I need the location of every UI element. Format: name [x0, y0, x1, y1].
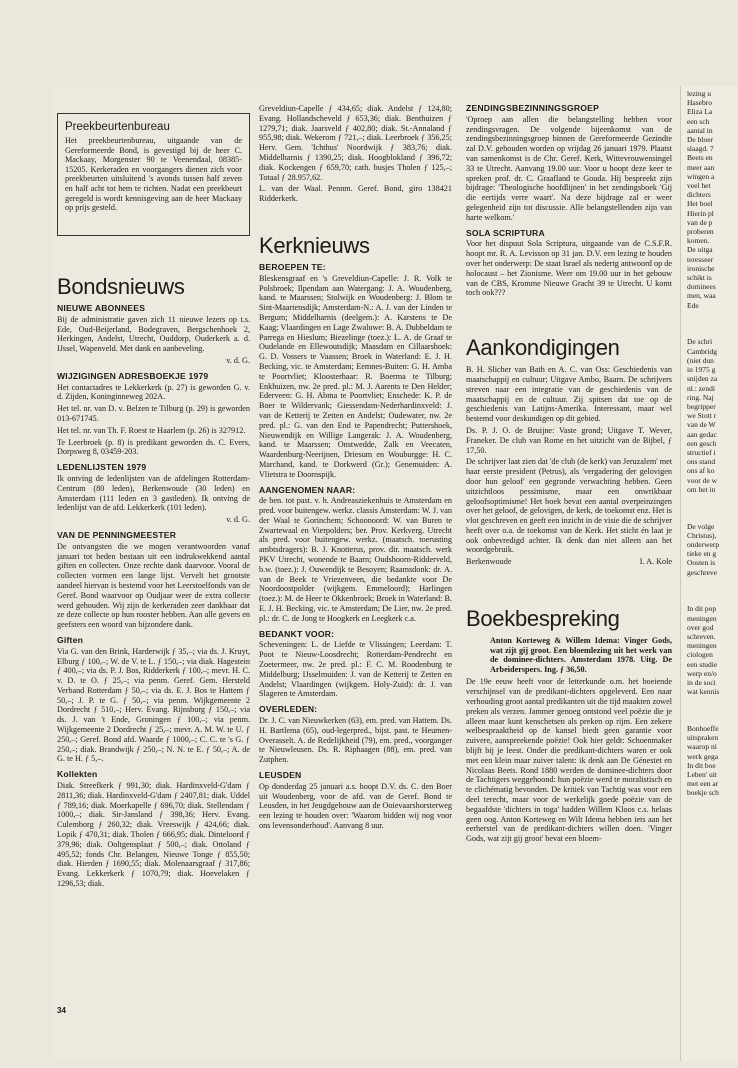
- edge-line: [687, 577, 738, 586]
- edge-line: structief i: [687, 447, 716, 457]
- edge-line: komen.: [687, 236, 710, 246]
- edge-line: proberen: [687, 227, 714, 237]
- edge-line: Leben' uit: [687, 770, 717, 780]
- text-wijzigingen-1: Het contactadres te Lekkerkerk (p. 27) is geworden G. v. d. Zijden, Koninginneweg 202A.: [57, 382, 250, 402]
- edge-line: [687, 328, 738, 337]
- edge-line: [687, 503, 738, 512]
- page-number: 34: [57, 1006, 66, 1015]
- edge-line: aan gedac: [687, 429, 717, 439]
- edge-line: uitspraken: [687, 733, 719, 743]
- edge-line: Eliza La: [687, 107, 713, 117]
- text-wijzigingen-2: Het tel. nr. van D. v. Belzen te Tilburg (p. 29) is geworden 013-671745.: [57, 404, 250, 423]
- edge-line: [687, 715, 738, 724]
- heading-leusden: LEUSDEN: [259, 770, 302, 781]
- text-penningmeester-signature: L. van der Waal. Pennm. Geref. Bond, giro 138421 Ridderkerk.: [259, 184, 452, 204]
- aankondiging-footer: [466, 557, 672, 567]
- edge-line: De uitga: [687, 245, 713, 255]
- text-wijzigingen-3: Het tel. nr. van Th. F. Roest te Haarlem (p. 26) is 327912.: [57, 425, 246, 435]
- edge-line: Hierin pl: [687, 208, 714, 218]
- edge-line: begripper: [687, 401, 716, 411]
- text-aankondiging-3: De schrijver laat zien dat 'de club (de kerk) van Jeruzalem' met haar eerste president (Petrus), als 'vergadering der gelovigen door hun geloof' een gegronde verwachting hebben. Geen uitzichtloos pessimisme, maar een onwrikbaar geloofsoptimisme! Het boek bevat een aantal overpeinzingen over het geloof, de gelovigen, de kerk, de toekomst enz. Het is vlot geschreven en geeft een inzicht in de visie die de schrijver heeft over o.a. de toekomst van de Kerk. Het sticht én laat je ook onbevredigd achter. Ik denk dan niet alleen aan het woordgebruik.: [466, 457, 672, 555]
- preekbeurtenbureau-box: [57, 113, 250, 236]
- edge-line: Ede: [687, 300, 699, 310]
- edge-line: In dit pop: [687, 604, 717, 614]
- adjacent-page-edge: [680, 86, 738, 1061]
- column-right: [466, 104, 672, 846]
- edge-line: Oosten is: [687, 558, 716, 568]
- text-aankondiging-2: Ds. P. J. O. de Bruijne: Vaste grond; Uitgave T. Wever, Franeker. De club van Rome en het uitzicht van de Bijbel, ƒ 17,50.: [466, 425, 672, 455]
- heading-sola-scriptura: SOLA SCRIPTURA: [466, 227, 545, 238]
- edge-line: boekje sch: [687, 788, 719, 798]
- edge-line: in de soci: [687, 678, 716, 687]
- heading-giften: Giften: [57, 634, 84, 645]
- edge-line: we Stott r: [687, 411, 717, 421]
- edge-line: Beets en: [687, 153, 713, 163]
- text-zendingsbezinningsgroep: 'Oproep aan allen die belangstelling hebben voor zendingsvragen. De volgende bijeenkomst van de zendingsbezinningsgroep binnen de Gereformeerde Gezindte zal D.V. gehouden worden op vrijdag 26 januari 1979. Plaatst van samenkomst is de Chr. Geref. Kerk, Wittevrouwensingel 33 te Utrecht. Aanvang 19.00 uur. Voor u hoopt deze keer te spreken prof. dr. C. Graafland te Gouda. Hij bespreekt zijn bijdrage: 'Theologische hoofdlijnen' in het zendingsboek 'Gij die eertijds verre waart'. Na deze bijdrage zal er weer gelegenheid zijn tot discussie. Alle belangstellenden zijn van harte welkom.': [466, 114, 672, 222]
- column-bondsnieuws: [57, 275, 250, 891]
- edge-line: [687, 586, 738, 595]
- text-overleden: Dr. J. C. van Nieuwkerken (63), em. pred. van Hattem. Ds. H. Bartlema (65), oud-legerpred., bijst. past. te Heumen-Overasselt. A. de Redelijkheid (79), em. pred., voorganger te Nieuwleusen. Ds. R. Riphaagen (88), em. pred. van Zutphen.: [259, 716, 452, 765]
- edge-line: snijden za: [687, 374, 718, 384]
- edge-line: [687, 319, 738, 328]
- edge-line: ciologen: [687, 650, 713, 660]
- heading-ledenlijsten: LEDENLIJSTEN 1979: [57, 462, 147, 473]
- edge-line: ons stand: [687, 457, 716, 467]
- place-name: Berkenwoude: [466, 557, 512, 567]
- edge-line: schikt is: [687, 273, 712, 283]
- heading-overleden: OVERLEDEN:: [259, 704, 318, 715]
- edge-line: meer aan: [687, 162, 715, 172]
- edge-line: over god: [687, 622, 714, 632]
- book-reference: Anton Korteweg & Willem Idema: Vinger Gods, wat zijt gij groot. Een bloemlezing uit het werk van de dominee-dichters. Amsterdam 1978. Uitg. De Arbeiderspers. Ing. ƒ 36,50.: [490, 636, 672, 674]
- edge-line: [687, 310, 738, 319]
- text-giften: Via G. van den Brink, Harderwijk ƒ 35,–; via ds. J. Kruyt, Elburg ƒ 100,–; W. de V. te L. ƒ 150,–; via diak. Hagestein ƒ 400,–; via ds. P. J. Bos, Ridderkerk ƒ 100,–; mevr. H. C. v. D. te O. ƒ 25,–; via penm. Geref. Gem. Hersteld Verband Rotterdam ƒ 50,–; via ds. E. J. Bos te Hattem ƒ 50,–; J. P. te G. ƒ 50,–; via penm. Wijkgemeente 2 Dordrecht ƒ 510,–; Herv. Evang. Rijnsburg ƒ 150,–; via ds. J. van 't Ende, Groningen ƒ 100,–; via penm. Wijkgemeente 2 Dordrecht ƒ 25,–; mevr. A. M. W. te U. ƒ 250,–; Geref. Bond afd. Waarde ƒ 1000,–; C. C. te 's G. ƒ 250,–; diak. Brandwijk ƒ 250,–; N. N. te E. ƒ 50,–; A. de G. te H. ƒ 5,–.: [57, 646, 250, 764]
- section-title-bondsnieuws: Bondsnieuws: [57, 274, 185, 299]
- text-aankondiging-1: B. H. Slicher van Bath en A. C. van Oss: Geschiedenis van maatschappij en cultuur; Uitgave Ambo, Baarn. De schrijvers streven naar een integratie van de geschiedenis van de maatschappij en de cultuur. Zij spitsen dat toe op de geschiedenis van Latijns-Amerika. Interessant, maar wel bestemd voor deskundigen op dit gebied.: [466, 365, 672, 424]
- edge-line: In dit boe: [687, 760, 716, 770]
- edge-line: nl.: zendi: [687, 383, 715, 393]
- edge-line: De schri: [687, 337, 713, 347]
- section-title-boekbespreking: Boekbespreking: [466, 606, 620, 632]
- edge-line: meningen: [687, 641, 717, 651]
- edge-line: werk gega: [687, 751, 719, 761]
- edge-line: geschreve: [687, 567, 717, 577]
- edge-line: meningen: [687, 613, 717, 623]
- text-sola-scriptura: Voor het dispuut Sola Scriptura, uitgaande van de C.S.F.R. hoopt mr. R. A. Levisson op 31 jan. D.V. een lezing te houden over het onderwerp: De staat Israel als nedertg antwoord op de holocaust – het Zionisme. Weer om 19.00 uur in het gebouw van de CBS, Kromme Nieuwe Gracht 39 te Utrecht. U komt toch ook???: [466, 239, 672, 298]
- signature: v. d. G.: [226, 355, 250, 365]
- text-aangenomen: de ben. tot past. v. h. Andreasziekenhuis te Amsterdam en pred. voor buitengew. werkz. classis Amsterdam: W. J. van der Waal te Gorinchem; Schoonoord: W. van Buren te Zwartewaal en Vierpolders; ber. Prov. Kerkverg. Utrecht als pred. voor buitengew. werkz. (maatsch. toerusting ambtsdragers): B. J. Knotterus, prov. dir. maatsch. werk PKV Utrecht, wonende te Baarn; Oudshoorn-Ridderveld, b.w. (toez.): J. Ouwendijk te Besoyen; Raamsdonk: dr. A. van de Beek te Vriezenveen, die bedankte voor De Noordoostpolder (wijkgem. Emmeloord); Harlingen (toez.): M. de Heer te Okkenbroek; Broek in Waterland: B. E. J. H. Becking, vic. te Amsterdam; De Lier, nw. 2e pred. pl.: dr. C. de Jong te Hoogkerk en Leegkerk c.a.: [259, 496, 452, 623]
- box-text: Het preekbeurtenbureau, uitgaande van de Gereformeerde Bond, is gevestigd bij de heer C. Mackaay, Morgenster 90 te Veenendaal, 08385-15205. Kerkeraden en voorgangers dienen zich voor preekbeurten uitsluitend 's avonds tussen half zeven en half acht tot hem te richten. Nadat een preekbeurt geregeld is wordt kennisgeving aan de heer Mackaay op prijs gesteld.: [65, 136, 242, 213]
- edge-line: werp en/o: [687, 668, 717, 678]
- edge-line: om het in: [687, 484, 716, 494]
- edge-line: De bloer: [687, 135, 714, 145]
- heading-penningmeester: VAN DE PENNINGMEESTER: [57, 529, 177, 540]
- edge-line: Cambridg: [687, 346, 717, 356]
- edge-line: met een ar: [687, 779, 719, 789]
- edge-line: tieke en g: [687, 549, 717, 559]
- heading-kollekten: Kollekten: [57, 769, 98, 780]
- box-title: Preekbeurtenbureau: [65, 121, 170, 133]
- text-penningmeester: De ontvangsten die we mogen verantwoorden vanaf januari tot heden bestaan uit een indrukwekkend aantal giften en collecten. Onze rechte dank daarvoor. Vooral de collecten vormen een lange lijst. Vervelt het grootste aandeel hiervan is bestemd voor het Leerstoelfonds van de Geref. Bond waarvoor op Oudjaar weer de extra collecte werd gehouden. Wij zijn de kerkeraden zeer dankbaar dat ze deze collecte op hun rooster hebben. Aan alle gevers en geefsters een woord van bijzondere dank.: [57, 541, 250, 630]
- heading-aangenomen: AANGENOMEN NAAR:: [259, 484, 356, 495]
- edge-line: van de W: [687, 420, 716, 430]
- edge-line: [687, 494, 738, 503]
- text-beroepen: Bleskensgraaf en 's Greveldiun-Capelle: J. R. Volk te Polsbroek; Ilpendam aan Watergang: J. A. Woudenberg, kand. te Maarssen; Stolwijk en Woudenberg: J. Blom te Sint-Maartensdijk; Amsterdam-N.: A. J. van der Linden te Bergum; Middelharnis (deelgem.): A. Karstens te De Kaag; Vlaardingen en Lage Zwaluwe: B. A. Dubbeldam te Parrega en Hieslum; Biezelinge (toez.): L. A. de Graaf te Oudelande en Ellewoutsdijk; Maasdam en Cillaarshoek: G. D. Vossers te Vaassen; Broek in Waterland: E. J. H. Becking, vic. te Amsterdam; Eemnes-Buiten: G. H. Amba te Poortvliet; Kloosterhaar: R. Boerma te Tilburg; Enkhuizen, nw. 2e pred. pl.: M. J. Aarents te Den Helder; Ederveen: G. H. Abma te Poortvliet; Enschede: K. P. de Boer te Wildervank; Giessendam-Nederhardinxveld: J. van de Ketterij te Zetten en Andelst; Oudewater, nw. 2e pred. pl.: G. van den End te Papendrecht; Puttershoek, Nieuwendijk en Willige Langerak: J. A. Woudenberg, kand. te Maarssen; Onstwedde, Zalk en Veecaten, Waardenburg-Neerijnen, Driesum en Wouburgge: H. C. Marchand, kand. te Dorkwerd (Gr.); Genemuiden: A. Vlietstra te Doornspijk.: [259, 273, 452, 479]
- edge-line: onderwerp: [687, 539, 720, 549]
- edge-line: ons af ko: [687, 466, 715, 476]
- heading-wijzigingen: WIJZIGINGEN ADRESBOEKJE 1979: [57, 370, 209, 381]
- text-nieuwe-abonnees: Bij de administratie gaven zich 11 nieuwe lezers op t.s. Ede, Oud-Beijerland, Bodegraven, Bergschenhoek 2, Herkingen, Andelst, Utrecht, Ouddorp, Ouderkerk a. d. IJssel, Wapenveld. Met dank en aanbeveling.: [57, 314, 250, 354]
- edge-line: [687, 696, 738, 705]
- edge-line: dichters: [687, 190, 711, 200]
- edge-line: lezing u: [687, 89, 711, 98]
- edge-line: Hasebro: [687, 98, 712, 108]
- signature: v. d. G.: [226, 515, 250, 525]
- section-title-kerknieuws: Kerknieuws: [259, 232, 370, 258]
- heading-bedankt: BEDANKT VOOR:: [259, 628, 335, 639]
- text-kollekten-continued: Greveldiun-Capelle ƒ 434,65; diak. Andelst ƒ 124,80; Evang. Hollandscheveld ƒ 653,36; diak. Benthuizen ƒ 1279,71; diak. Jaarsveld ƒ 402,80; diak. St.-Annaland ƒ 955,98; diak. Wekerom ƒ 721,–; diak. Leerbroek ƒ 356,25; Herv. Gem. 'Ichthus' Noordwijk ƒ 383,76; diak. Middelharnis ƒ 1390,25; diak. Hoogblokland ƒ 396,72; diak. Kockengen ƒ 659,70; cath. busjes Tholen ƒ 125,–; Totaal ƒ 28.957,62.: [259, 104, 452, 182]
- edge-line: schreven.: [687, 631, 716, 641]
- text-ledenlijsten: Ik ontving de ledenlijsten van de afdelingen Rotterdam-Centrum (80 leden), Berkenwoude (30 leden) en Amsterdam (111 leden en 3 gastleden). Ik ontving de ledenlijst van de afd. Lekkerkerk (101 leden).: [57, 473, 250, 513]
- heading-nieuwe-abonnees: NIEUWE ABONNEES: [57, 303, 146, 313]
- text-bedankt: Scheveningen: L. de Liefde te Vlissingen; Leerdam: T. Poot te Nieuw-Loosdrecht; Rotterdam-Pendrecht en Zoetermeer, nw. 2e pred. pl.: F. C. M. Roodenburg te Middelburg; IJsselmuiden: J. van de Ketterij te Zetten en Andelst; Vlaardingen (wijkgem. Holy-Zuid): dr. J. van Slageren te Amsterdam.: [259, 640, 452, 699]
- text-leusden: Op donderdag 25 januari a.s. hoopt D.V. ds. C. den Boer uit Woudenberg, voor de afd. van de Geref. Bond te Leusden, in het Jeugdgebouw aan de Ooievaarshorsterweg een lezing te houden over: 'Waarom bidden wij nog voor ons levensonderhoud'. Aanvang 8 uur.: [259, 781, 452, 830]
- edge-line: teresseer: [687, 254, 714, 264]
- edge-line: in 1975 g: [687, 365, 716, 375]
- edge-line: (niet dun: [687, 355, 714, 365]
- edge-line: Christus),: [687, 530, 717, 540]
- edge-line: waarop ni: [687, 742, 717, 752]
- edge-line: voor de w: [687, 475, 717, 485]
- edge-line: slaagd. 7: [687, 144, 714, 154]
- edge-line: De volge: [687, 521, 715, 531]
- edge-line: Bonhoeffe: [687, 724, 719, 734]
- edge-line: ring. Naj: [687, 392, 714, 402]
- text-kollekten: Diak. Streefkerk ƒ 991,30; diak. Hardinxveld-G'dam ƒ 2811,36; diak. Hardinxveld-G'dam ƒ 2407,81; diak. Uddel ƒ 789,16; diak. Moerkapelle ƒ 696,70; diak. Stellendam ƒ 1000,–; diak. Sir-Jansland ƒ 398,36; Herv. Evang. Culemborg ƒ 260,32; diak. Vreeswijk ƒ 424,66; diak. Lopik ƒ 470,31; diak. Tholen ƒ 666,95; diak. Dinteloord ƒ 379,96; diak. Ooltgensplaat ƒ 500,–; diak. Ottoland ƒ 495,52; fonds Chr. Belangen, Nieuwe Tonge ƒ 855,50; diak. Hierden ƒ 1690,55; diak. Molenaarsgraaf ƒ 317,86; Evang. Lekkerkerk ƒ 1070,79; diak. Hoevelaken ƒ 1296,53; diak.: [57, 781, 250, 889]
- edge-line: een sch: [687, 116, 710, 126]
- edge-line: veel het: [687, 181, 711, 191]
- edge-line: [687, 595, 738, 604]
- edge-line: ironische: [687, 263, 715, 273]
- column-kerknieuws: [259, 104, 452, 833]
- edge-line: aantal in: [687, 125, 713, 135]
- heading-beroepen: BEROEPEN TE:: [259, 261, 326, 272]
- edge-line: men, waa: [687, 291, 716, 301]
- edge-line: Het boel: [687, 199, 713, 209]
- edge-line: wingen a: [687, 171, 715, 181]
- signature: I. A. Kole: [639, 557, 672, 567]
- heading-zendingsbezinningsgroep: ZENDINGSBEZINNINGSGROEP: [466, 103, 600, 113]
- edge-line: van de p: [687, 217, 713, 227]
- edge-line: een gesch: [687, 438, 717, 448]
- edge-line: wat kennis: [687, 687, 720, 697]
- section-title-aankondigingen: Aankondigingen: [466, 335, 620, 361]
- edge-line: [687, 706, 738, 715]
- text-wijzigingen-4: Te Leerbroek (p. 8) is predikant geworden ds. C. Evers, Dorpsweg 8, 03459-203.: [57, 437, 250, 457]
- text-boekbespreking: De 19e eeuw heeft voor de letterkunde o.m. het boeiende verschijnsel van de predikant-dichters opgeleverd. Een naar verhouding groot aantal predikanten uit die tijd maakten zowel preken als verzen. Jammer genoeg ontstond veel poëzie die je alleen maar kunt kenschetsen als preken op rijm. Een zekere welbespraaktheid op de kansel biedt geen garantie voor zuivere, aanspreekende poëzie! Ook hier geldt: Schoenmaker blijft bij je leest. Onder die predikant-dichters waren er ook met een klein maar zuiver talent: ik denk aan De Génestet en Nicolaas Beets. Rond 1880 werden de dominee-dichters door de Tachtigers weggehoond: hun poëzie werd te moralistisch en te clichématig bevonden. De kritiek van Tachtig was voor een deel terecht, maar voor de werkelijk goede poëzie van de begaafdste 'dichters in toga' hadden Willem Kloos c.s. helaas geen oog. Anton Korteweg en Wilt Idema hebben iets aan het eerherstel van de predikant-dichters willen doen. 'Vinger Gods, wat zijt gij groot' bevat een bloem-: [466, 677, 672, 844]
- edge-line: [687, 512, 738, 521]
- adjacent-page-text: [681, 86, 738, 798]
- edge-line: een studie: [687, 659, 718, 669]
- edge-line: dominees: [687, 282, 716, 292]
